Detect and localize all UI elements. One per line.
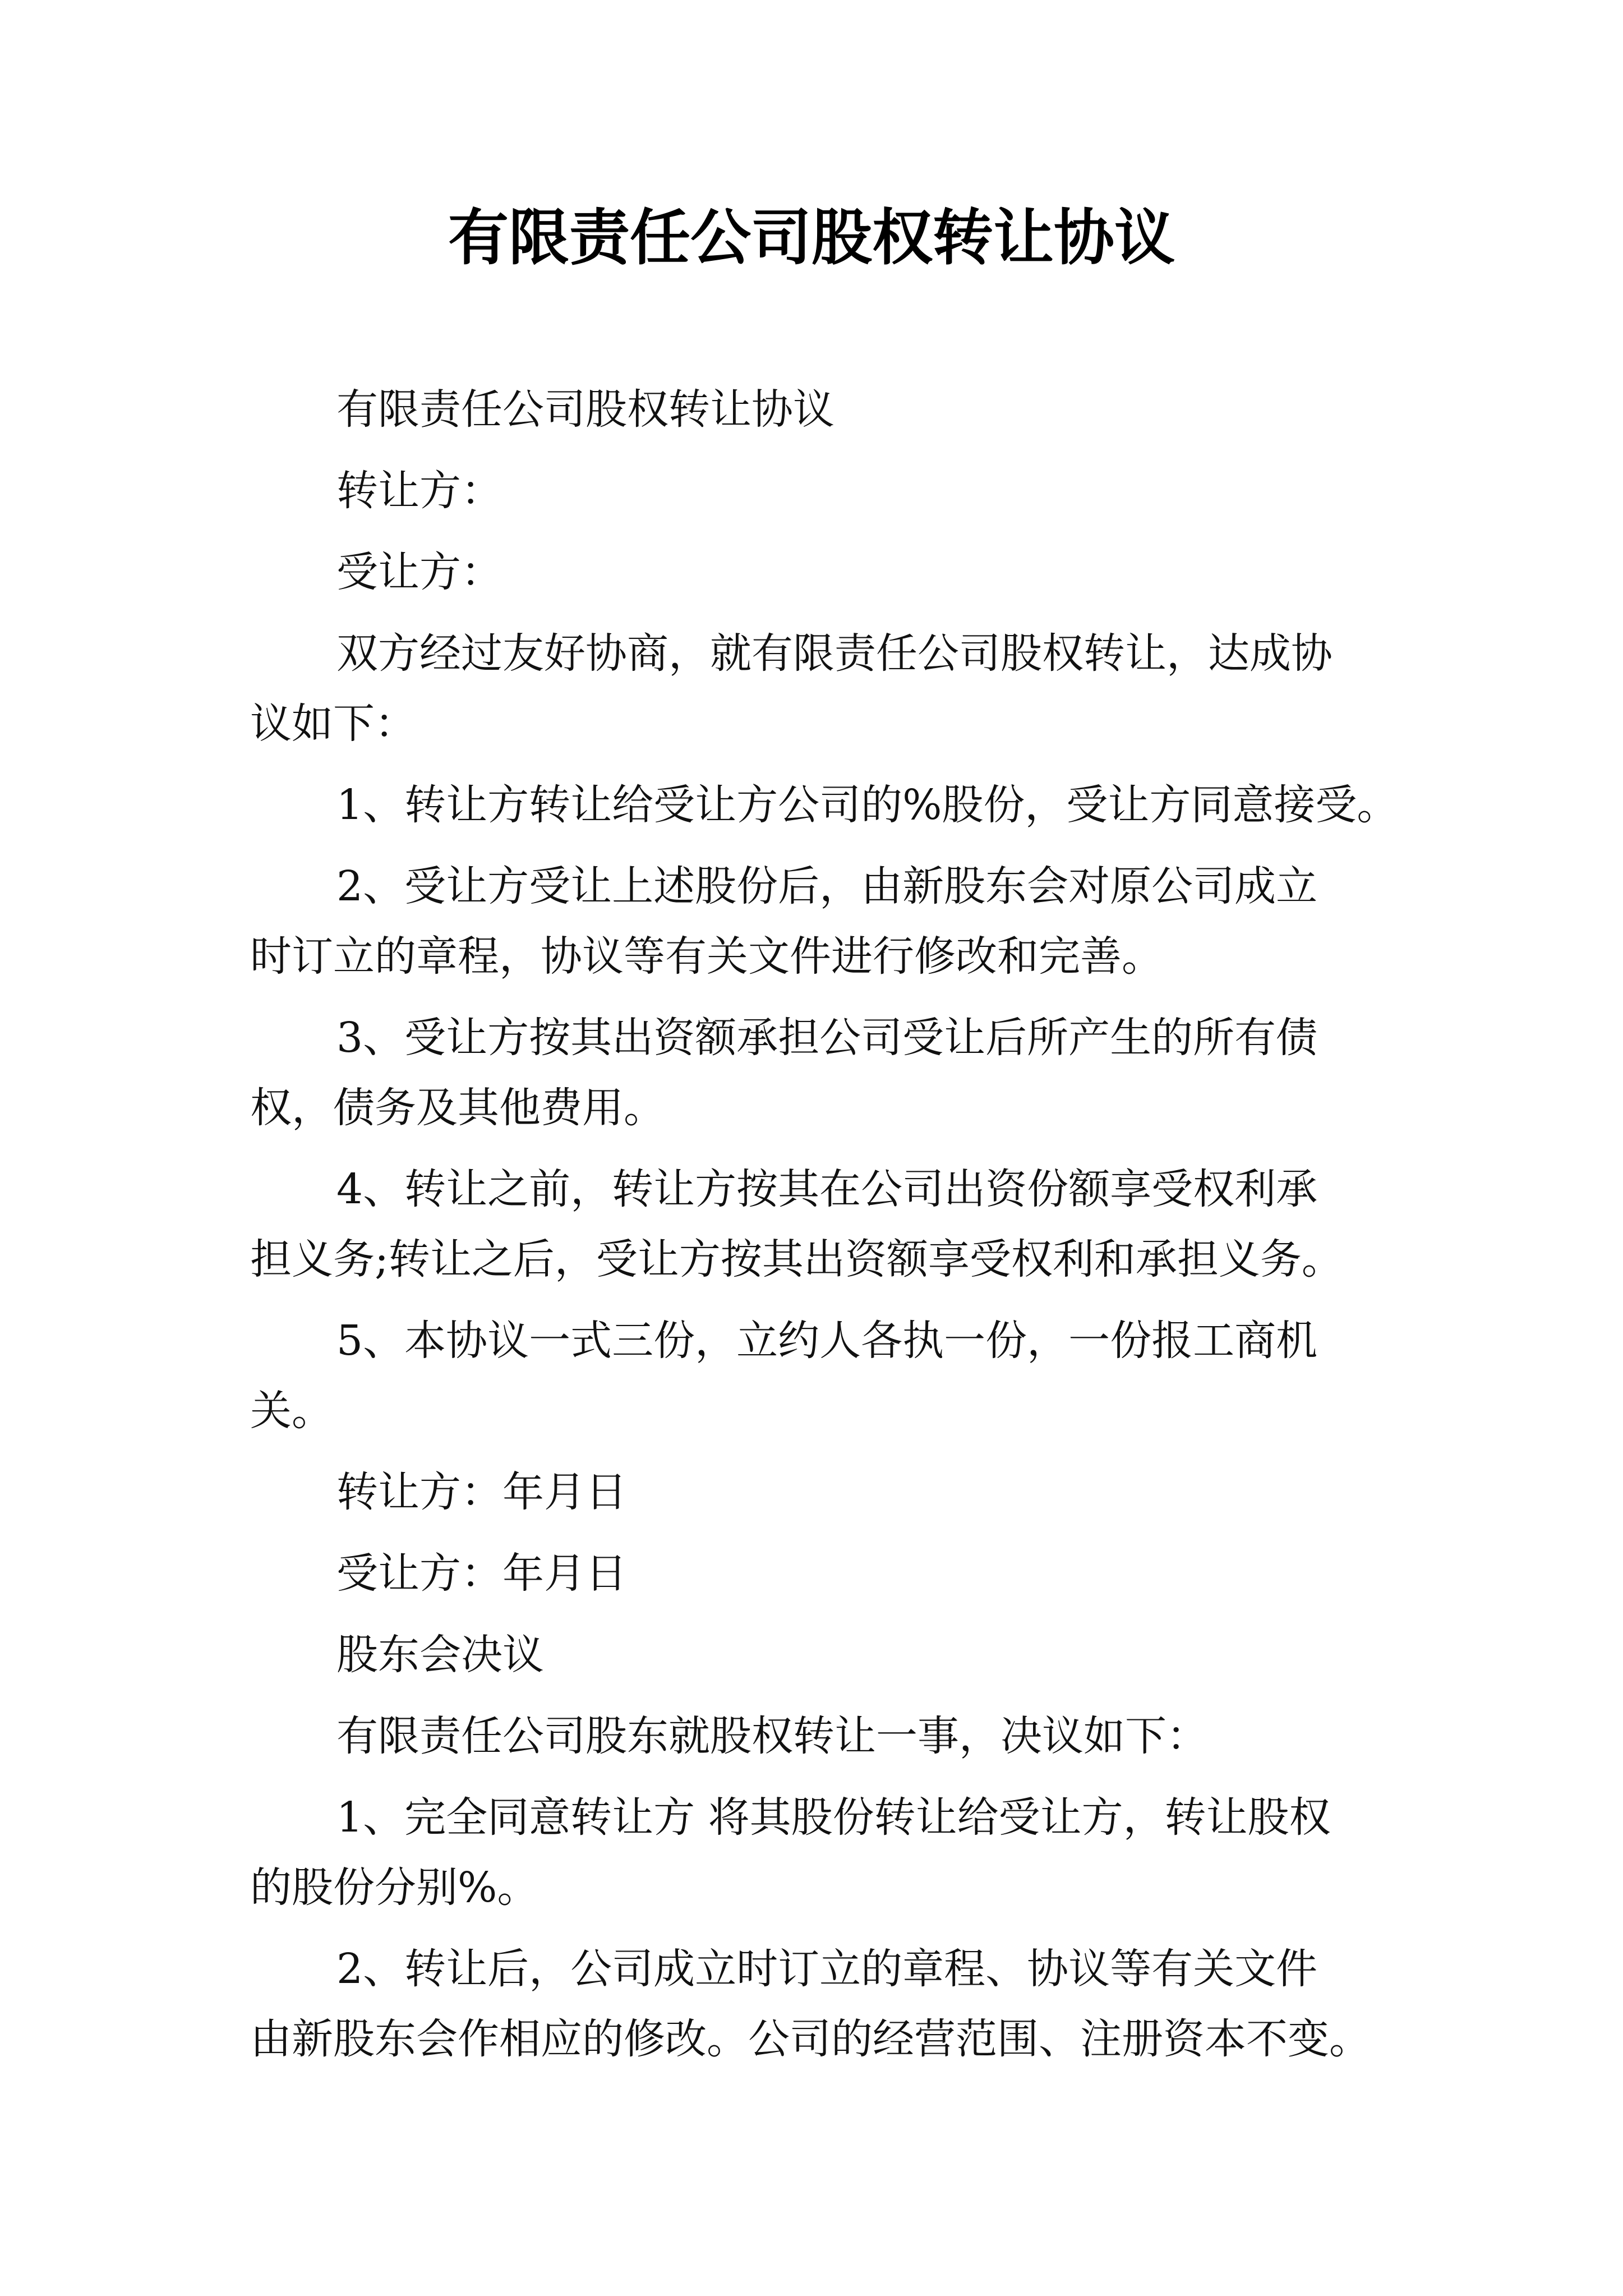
clause-2-line-1: 2、受让方受让上述股份后，由新股东会对原公司成立 (336, 862, 1318, 910)
transferor-signature-date: 转让方：年月日 (336, 1468, 627, 1516)
clause-4-line-1: 4、转让之前，转让方按其在公司出资份额享受权利承 (336, 1165, 1318, 1213)
clause-4-line-2: 担义务;转让之后，受让方按其出资额享受权利和承担义务。 (250, 1235, 1343, 1283)
resolution-item-1-line-1: 1、完全同意转让方 将其股份转让给受让方，转让股权 (336, 1793, 1331, 1842)
clause-3-line-1: 3、受让方按其出资额承担公司受让后所产生的所有债 (336, 1014, 1318, 1062)
transferee-signature-date: 受让方：年月日 (336, 1549, 627, 1598)
clause-5-line-2: 关。 (250, 1387, 333, 1435)
resolution-heading: 股东会决议 (336, 1631, 544, 1679)
intro-paragraph-line-1: 双方经过友好协商，就有限责任公司股权转让，达成协 (336, 629, 1332, 678)
document-title: 有限责任公司股权转让协议 (448, 203, 1175, 273)
resolution-intro: 有限责任公司股东就股权转让一事，决议如下： (336, 1712, 1208, 1760)
resolution-item-2-line-2: 由新股东会作相应的修改。公司的经营范围、注册资本不变。 (250, 2015, 1371, 2063)
subtitle-line: 有限责任公司股权转让协议 (336, 385, 834, 434)
transferee-line: 受让方： (336, 548, 502, 596)
clause-5-line-1: 5、本协议一式三份，立约人各执一份，一份报工商机 (336, 1317, 1318, 1365)
intro-paragraph-line-2: 议如下： (250, 700, 416, 748)
transferor-line: 转让方： (336, 467, 502, 515)
clause-3-line-2: 权，债务及其他费用。 (250, 1084, 665, 1132)
resolution-item-2-line-1: 2、转让后，公司成立时订立的章程、协议等有关文件 (336, 1945, 1318, 1993)
clause-2-line-2: 时订立的章程，协议等有关文件进行修改和完善。 (250, 932, 1163, 981)
clause-1-line-1: 1、转让方转让给受让方公司的%股份，受让方同意接受。 (336, 781, 1399, 829)
resolution-item-1-line-2: 的股份分别%。 (250, 1864, 539, 1912)
